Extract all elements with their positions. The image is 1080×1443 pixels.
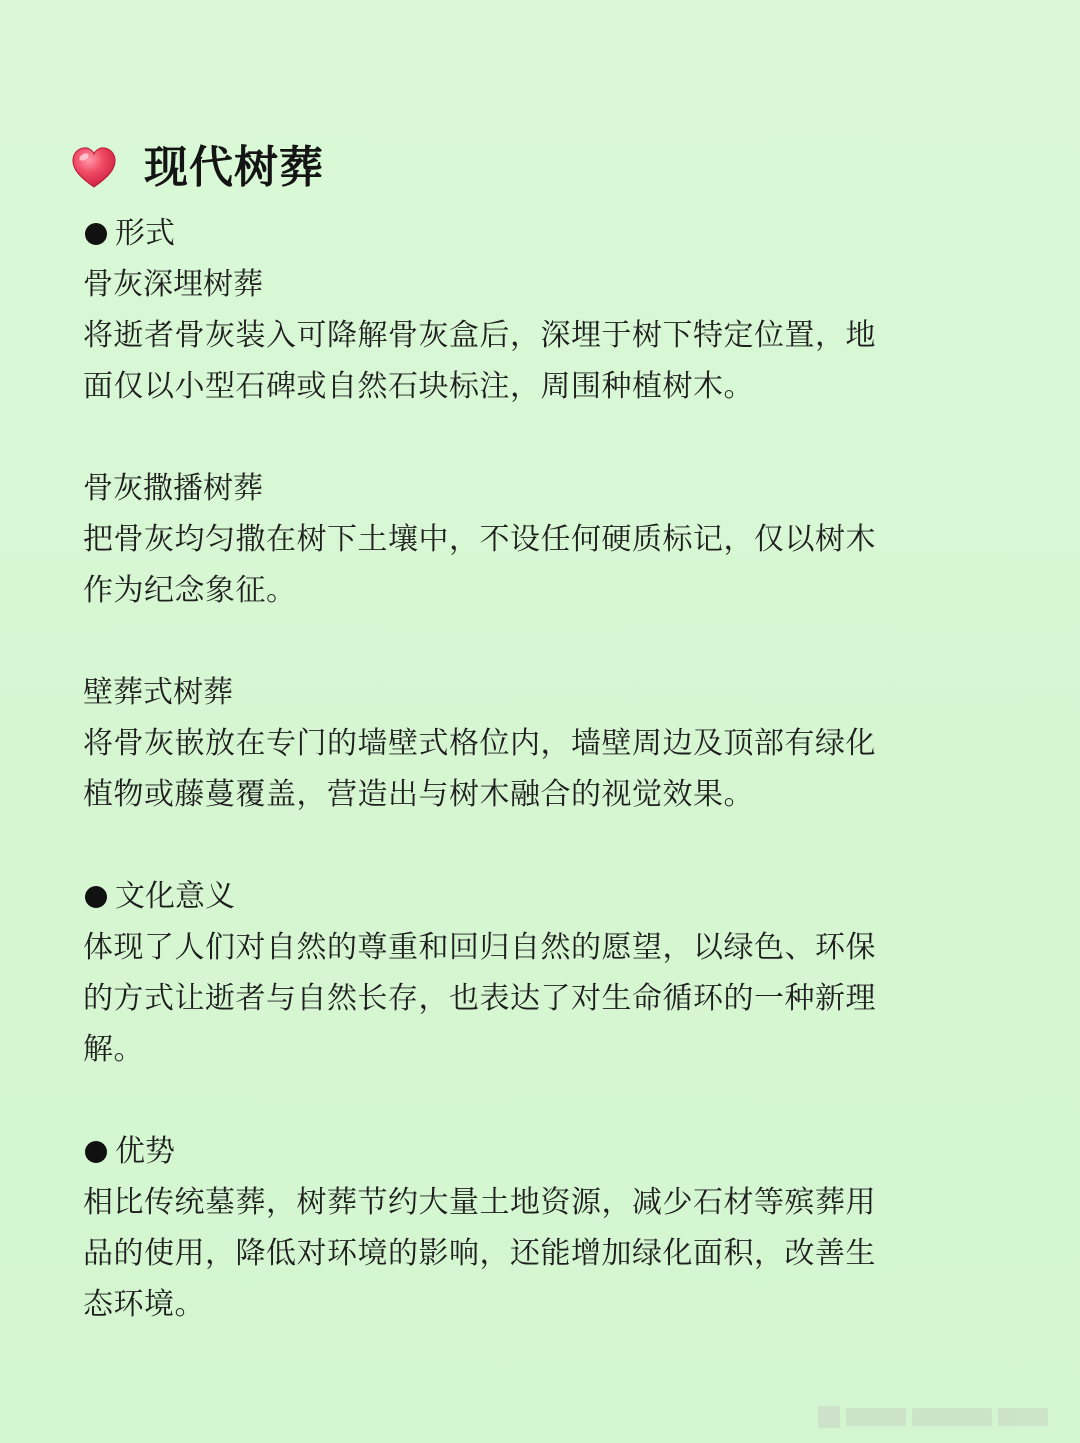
paragraph-line: 品的使用，降低对环境的影响，还能增加绿化面积，改善生 bbox=[83, 1236, 876, 1271]
watermark-logo bbox=[818, 1406, 840, 1428]
watermark-block bbox=[912, 1408, 992, 1426]
spacer bbox=[83, 616, 893, 667]
paragraph-line: 面仅以小型石碑或自然石块标注，周围种植树木。 bbox=[83, 369, 754, 404]
page-title: 现代树葬 bbox=[144, 142, 324, 193]
watermark bbox=[818, 1397, 1068, 1437]
watermark-block bbox=[846, 1408, 906, 1426]
bullet-icon bbox=[85, 1141, 107, 1163]
subsection-title: 壁葬式树葬 bbox=[83, 675, 233, 710]
paragraph-line: 相比传统墓葬，树葬节约大量土地资源，减少石材等殡葬用 bbox=[83, 1185, 876, 1220]
spacer bbox=[83, 412, 893, 463]
paragraph-line: 将逝者骨灰装入可降解骨灰盒后，深埋于树下特定位置，地 bbox=[83, 318, 876, 353]
paragraph-line: 作为纪念象征。 bbox=[83, 573, 297, 608]
section-heading-label: 优势 bbox=[115, 1134, 175, 1169]
section-heading-label: 形式 bbox=[115, 216, 175, 251]
section-heading-form bbox=[83, 208, 893, 259]
paragraph-line: 的方式让逝者与自然长存，也表达了对生命循环的一种新理 bbox=[83, 981, 876, 1016]
subsection-title: 骨灰深埋树葬 bbox=[83, 267, 263, 302]
spacer bbox=[83, 1075, 893, 1126]
paragraph-line: 体现了人们对自然的尊重和回归自然的愿望，以绿色、环保 bbox=[83, 930, 876, 965]
heart-icon bbox=[70, 144, 118, 192]
paragraph-line: 植物或藤蔓覆盖，营造出与树木融合的视觉效果。 bbox=[83, 777, 754, 812]
watermark-block bbox=[998, 1408, 1048, 1426]
bullet-icon bbox=[85, 886, 107, 908]
paragraph-line: 解。 bbox=[83, 1032, 144, 1067]
spacer bbox=[83, 820, 893, 871]
paragraph-line: 将骨灰嵌放在专门的墙壁式格位内，墙壁周边及顶部有绿化 bbox=[83, 726, 876, 761]
paragraph-line: 态环境。 bbox=[83, 1287, 205, 1322]
content bbox=[83, 208, 893, 1330]
section-heading-meaning bbox=[83, 871, 893, 922]
bullet-icon bbox=[85, 223, 107, 245]
subsection-title: 骨灰撒播树葬 bbox=[83, 471, 263, 506]
section-heading-advantage bbox=[83, 1126, 893, 1177]
title-row bbox=[70, 138, 324, 198]
paragraph-line: 把骨灰均匀撒在树下土壤中，不设任何硬质标记，仅以树木 bbox=[83, 522, 876, 557]
section-heading-label: 文化意义 bbox=[115, 879, 235, 914]
